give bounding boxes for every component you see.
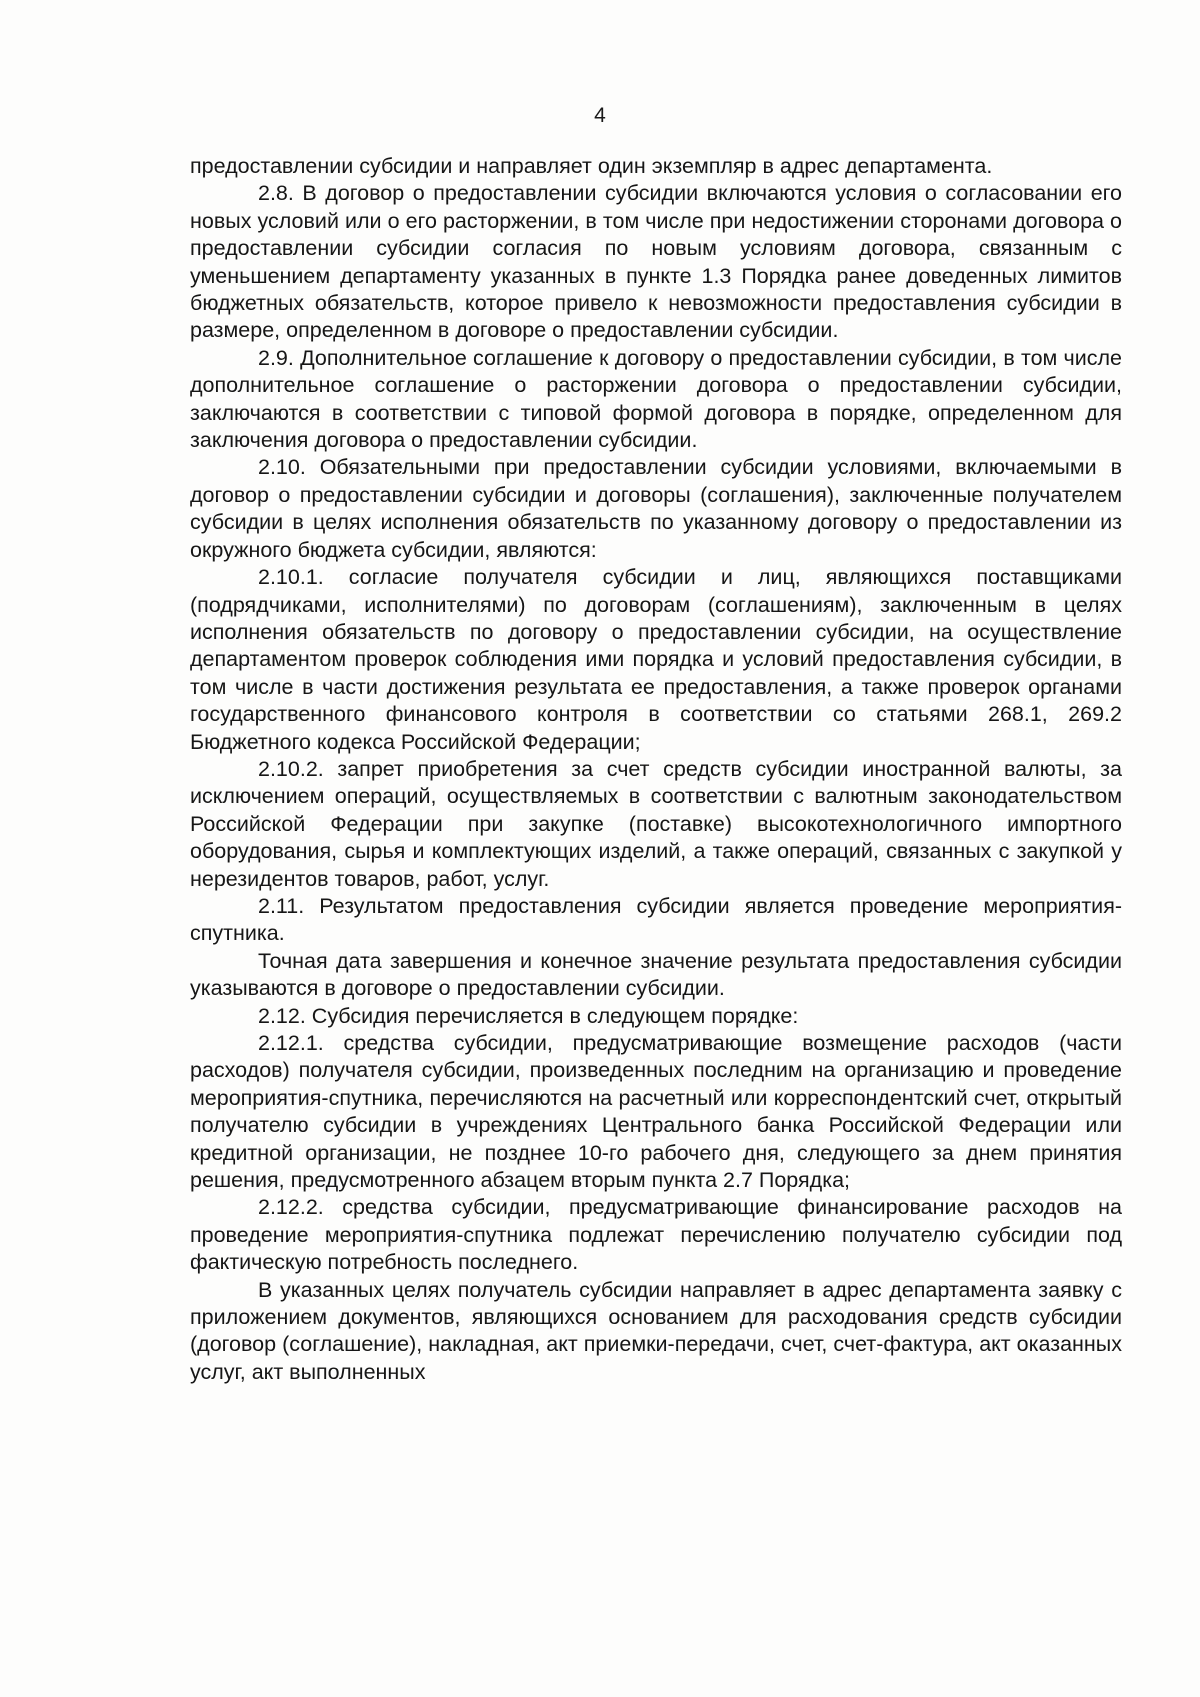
paragraph-2-10: 2.10. Обязательными при предоставлении субсидии условиями, включаемыми в договор о предоставлении субсидии и договоры (соглашения), заключенные получателем субсидии в целях исполнения обязательств по указанному договору о предоставлении из окружного бюджета субсидии, являются: <box>190 455 1122 562</box>
document-body <box>190 153 1122 1386</box>
paragraph-continuation: предоставлении субсидии и направляет один экземпляр в адрес департамента. <box>190 154 993 178</box>
paragraph-2-11-date: Точная дата завершения и конечное значение результата предоставления субсидии указываются в договоре о предоставлении субсидии. <box>190 948 1122 1001</box>
paragraph-application: В указанных целях получатель субсидии направляет в адрес департамента заявку с приложением документов, являющихся основанием для расходования средств субсидии (договор (соглашение), накладная, акт приемки-передачи, счет, счет-фактура, акт оказанных услуг, акт выполненных <box>190 1277 1122 1384</box>
paragraph-2-10-2: 2.10.2. запрет приобретения за счет средств субсидии иностранной валюты, за исключением операций, осуществляемых в соответствии с валютным законодательством Российской Федерации при закупке (поставке) высокотехнологичного импортного оборудования, сырья и комплектующих изделий, а также операций, связанных с закупкой у нерезидентов товаров, работ, услуг. <box>190 756 1122 891</box>
paragraph-2-11: 2.11. Результатом предоставления субсидии является проведение мероприятия-спутника. <box>190 893 1122 946</box>
page-number: 4 <box>594 104 606 127</box>
paragraph-2-12-2: 2.12.2. средства субсидии, предусматривающие финансирование расходов на проведение мероприятия-спутника подлежат перечислению получателю субсидии под фактическую потребность последнего. <box>190 1195 1122 1275</box>
paragraph-2-10-1: 2.10.1. согласие получателя субсидии и лиц, являющихся поставщиками (подрядчиками, исполнителями) по договорам (соглашениям), заключенным в целях исполнения обязательств по договору о предоставлении субсидии, на осуществление департаментом проверок соблюдения ими порядка и условий предоставления субсидии, в том числе в части достижения результата ее предоставления, а также проверок органами государственного финансового контроля в соответствии со статьями 268.1, 269.2 Бюджетного кодекса Российской Федерации; <box>190 565 1122 754</box>
paragraph-2-9: 2.9. Дополнительное соглашение к договору о предоставлении субсидии, в том числе дополнительное соглашение о расторжении договора о предоставлении субсидии, заключаются в соответствии с типовой формой договора в порядке, определенном для заключения договора о предоставлении субсидии. <box>190 345 1122 453</box>
paragraph-2-8: 2.8. В договор о предоставлении субсидии включаются условия о согласовании его новых условий или о его расторжении, в том числе при недостижении сторонами договора о предоставлении субсидии согласия по новым условиям договора, связанным с уменьшением департаменту указанных в пункте 1.3 Порядка ранее доведенных лимитов бюджетных обязательств, которое привело к невозможности предоставления субсидии в размере, определенном в договоре о предоставлении субсидии. <box>190 181 1122 343</box>
paragraph-2-12: 2.12. Субсидия перечисляется в следующем порядке: <box>258 1003 799 1028</box>
paragraph-2-12-1: 2.12.1. средства субсидии, предусматривающие возмещение расходов (части расходов) получателя субсидии, произведенных последним на организацию и проведение мероприятия-спутника, перечисляются на расчетный или корреспондентский счет, открытый получателю субсидии в учреждениях Центрального банка Российской Федерации или кредитной организации, не позднее 10-го рабочего дня, следующего за днем принятия решения, предусмотренного абзацем вторым пункта 2.7 Порядка; <box>190 1031 1122 1193</box>
